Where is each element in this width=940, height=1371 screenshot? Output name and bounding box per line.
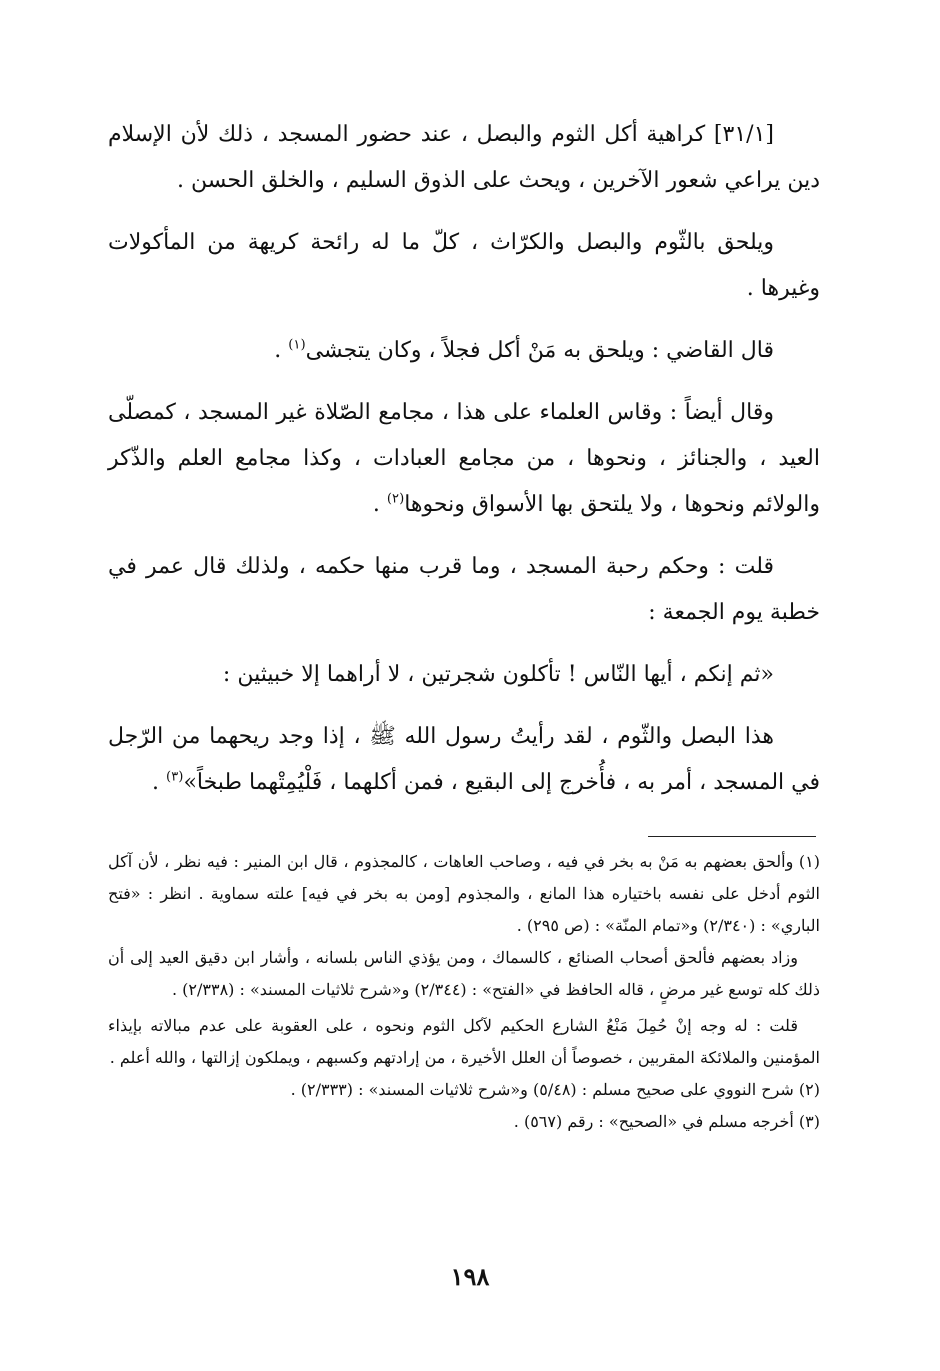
paragraph-5: قلت : وحكم رحبة المسجد ، وما قرب منها حكمه ، ولذلك قال عمر في خطبة يوم الجمعة : [108,554,820,625]
footnote-ref-1: (١) [288,337,306,353]
paragraph-7-end: . [152,770,167,795]
main-text [108,112,820,822]
paragraph-1: [٣١/١] كراهية أكل الثوم والبصل ، عند حضور المسجد ، ذلك لأن الإسلام دين يراعي شعور الآخرين ، ويحث على الذوق السليم ، والخلق الحسن . [108,122,820,193]
paragraph-4-end: . [372,492,387,517]
paragraph-7 [108,714,820,806]
paragraph-7-text: هذا البصل والثّوم ، لقد رأيتُ رسول الله ﷺ ، إذا وجد ريحهما من الرّجل في المسجد ، أمر به ، فأُخرج إلى البقيع ، فمن أكلهما ، فَلْيُمِتْهما طبخاً» [108,724,820,795]
footnote-1-part-3: قلت : له وجه إنْ حُمِلَ مَنْعُ الشارع الحكيم لآكل الثوم ونحوه ، على العقوبة على عدم مبالاته بإيذاء المؤمنين والملائكة المقربين ، خصوصاً أن العلل الأخيرة ، من إرادتهم وكسبهم ، ويملكون إزالتها ، والله أعلم . [108,1016,820,1067]
footnote-separator [648,836,816,837]
footnotes [108,846,820,1138]
footnote-3: (٣) أخرجه مسلم في «الصحيح» : رقم (٥٦٧) . [513,1112,820,1131]
hadith-quote-line: «ثم إنكم ، أيها النّاس ! تأكلون شجرتين ، لا أراهما إلا خبيثين : [222,662,774,687]
page-number: ١٩٨ [450,1262,490,1291]
paragraph-3 [108,328,820,374]
paragraph-4 [108,390,820,528]
footnote-ref-3: (٣) [166,769,184,785]
paragraph-2: ويلحق بالثّوم والبصل والكرّاث ، كلّ ما له رائحة كريهة من المأكولات وغيرها . [108,230,820,301]
footnote-1-part-1: (١) وألحق بعضهم به مَنْ به بخر في فيه ، وصاحب العاهات ، كالمجذوم ، قال ابن المنير : فيه نظر ، لأن آكل الثوم أدخل على نفسه باختياره هذا المانع ، والمجذوم [ومن به بخر في فيه] علته سماوية . انظر : «فتح الباري» : (٢/٣٤٠) و«تمام المنّة» : (ص ٢٩٥) . [108,852,820,935]
paragraph-3-text: قال القاضي : ويلحق به مَنْ أكل فجلاً ، وكان يتجشى [305,338,774,363]
footnote-2: (٢) شرح النووي على صحيح مسلم : (٥/٤٨) و«شرح ثلاثيات المسند» : (٢/٣٣٣) . [290,1080,820,1099]
paragraph-3-end: . [274,338,289,363]
footnote-ref-2: (٢) [386,491,405,507]
paragraph-4-text: وقال أيضاً : وقاس العلماء على هذا ، مجامع الصّلاة غير المسجد ، كمصلّى العيد ، والجنائز ، ونحوها ، من مجامع العبادات ، وكذا مجامع العلم والذّكر والولائم ونحوها ، ولا يلتحق بها الأسواق ونحوها [108,400,820,517]
footnote-1-part-2: وزاد بعضهم فألحق أصحاب الصنائع ، كالسماك ، ومن يؤذي الناس بلسانه ، وأشار ابن دقيق العيد إلى أن ذلك كله توسع غير مرضٍ ، قاله الحافظ في «الفتح» : (٢/٣٤٤) و«شرح ثلاثيات المسند» : (٢/٣٣٨) . [108,948,820,999]
